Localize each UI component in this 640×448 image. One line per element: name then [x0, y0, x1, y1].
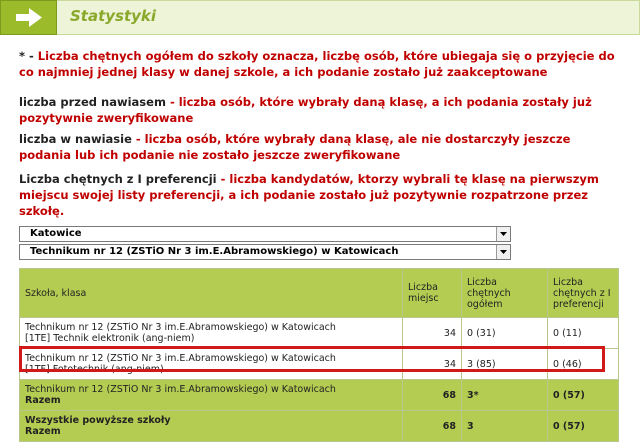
arrow-right-icon [16, 8, 42, 27]
cell-first-pref: 0 (46) [548, 349, 619, 380]
legend-term: Liczba chętnych z I preferencji [19, 172, 217, 186]
legend-term: * - [19, 49, 34, 63]
page-header [0, 0, 640, 35]
statistics-table [19, 268, 619, 442]
legend-text: - liczba osób, które wybrały daną klasę, a ich podania zostały już pozytywnie zweryfikowane [19, 95, 592, 125]
chevron-down-icon [500, 250, 507, 254]
school-select[interactable] [19, 244, 511, 260]
table-header-row [20, 269, 619, 318]
cell-places: 34 [403, 318, 462, 349]
chevron-down-icon [500, 232, 507, 236]
city-select-value: Katowice [30, 228, 82, 239]
school-select-dropdown-button[interactable] [496, 245, 510, 259]
legend-text: Liczba chętnych ogółem do szkoły oznacza, liczbę osób, które ubiegaja się o przyjęcie do co najmniej jednej klasy w danej szkole, a ich podanie zostało już zaakceptowane [19, 49, 615, 79]
summary-row [20, 380, 619, 411]
summary-name: Wszystkie powyższe szkoły [25, 415, 171, 426]
legend-term: liczba przed nawiasem [19, 95, 166, 109]
school-name: Technikum nr 12 (ZSTiO Nr 3 im.E.Abramowskiego) w Katowicach [25, 322, 336, 333]
cell-school [20, 318, 403, 349]
cell-school [20, 411, 403, 442]
col-header-total: Liczba chętnych ogółem [462, 269, 548, 318]
cell-total: 3 [462, 411, 548, 442]
cell-places: 68 [403, 380, 462, 411]
class-name: [1TF] Fototechnik (ang-niem) [25, 364, 164, 375]
legend-in-bracket [19, 131, 619, 163]
legend-before-bracket [19, 94, 619, 126]
col-header-school: Szkoła, klasa [20, 269, 403, 318]
summary-name: Technikum nr 12 (ZSTiO Nr 3 im.E.Abramowskiego) w Katowicach [25, 384, 336, 395]
cell-first-pref: 0 (57) [548, 380, 619, 411]
city-select[interactable] [19, 226, 511, 242]
cell-first-pref: 0 (57) [548, 411, 619, 442]
cell-school [20, 349, 403, 380]
title-bar [57, 0, 640, 35]
legend-term: liczba w nawiasie [19, 132, 132, 146]
summary-label: Razem [25, 426, 61, 437]
page-title: Statystyki [70, 7, 157, 25]
header-arrow-box [0, 0, 57, 35]
summary-row [20, 411, 619, 442]
col-header-first-pref: Liczba chętnych z I preferencji [548, 269, 619, 318]
cell-total: 0 (31) [462, 318, 548, 349]
city-select-dropdown-button[interactable] [496, 227, 510, 241]
cell-total: 3* [462, 380, 548, 411]
table-row [20, 349, 619, 380]
legend-first-preference [19, 171, 619, 219]
col-header-places: Liczba miejsc [403, 269, 462, 318]
cell-school [20, 380, 403, 411]
cell-first-pref: 0 (11) [548, 318, 619, 349]
legend-asterisk [19, 48, 619, 80]
class-name: [1TE] Technik elektronik (ang-niem) [25, 333, 195, 344]
cell-total: 3 (85) [462, 349, 548, 380]
cell-places: 68 [403, 411, 462, 442]
school-select-value: Technikum nr 12 (ZSTiO Nr 3 im.E.Abramowskiego) w Katowicach [30, 246, 399, 257]
school-name: Technikum nr 12 (ZSTiO Nr 3 im.E.Abramowskiego) w Katowicach [25, 353, 336, 364]
legend-text: - liczba osób, które wybrały daną klasę, ale nie dostarczyły jeszcze podania lub ich podanie nie zostało jeszcze zweryfikowane [19, 132, 571, 162]
cell-places: 34 [403, 349, 462, 380]
table-row [20, 318, 619, 349]
legend-text: - liczba kandydatów, ktorzy wybrali tę klasę na pierwszym miejscu swojej listy preferencji, a ich podanie zostało już pozytywnie rozpatrzone przez szkołę. [19, 172, 599, 218]
summary-label: Razem [25, 395, 61, 406]
